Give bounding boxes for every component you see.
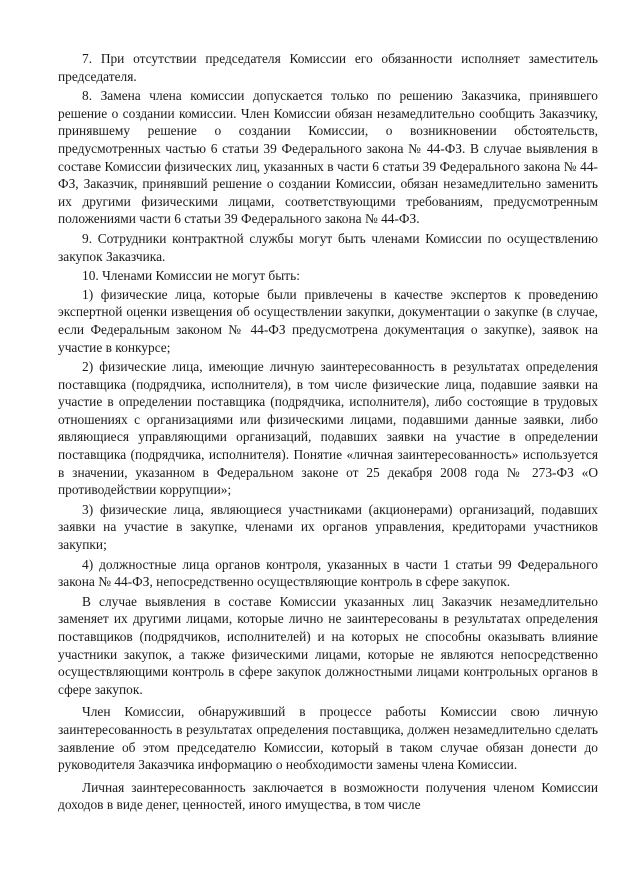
paragraph-replacement: В случае выявления в составе Комиссии указанных лиц Заказчик незамедлительно заменяет их другими лицами, которые лично не заинтересованы в результатах определения поставщиков (подрядчиков, исполнителей) и на которых не способны оказывать влияние участники закупок, а также физическими лицами, которые не являются непосредственно осуществляющими контроль в сфере закупок должностными лицами контрольных органов в сфере закупок. xyxy=(58,593,598,697)
list-item-3: 3) физические лица, являющиеся участниками (акционерами) организаций, подавших заявки на участие в закупке, членами их органов управления, кредиторами участников закупки; xyxy=(58,501,598,553)
list-item-4: 4) должностные лица органов контроля, указанных в части 1 статьи 99 Федерального закона № 44-ФЗ, непосредственно осуществляющие контроль в сфере закупок. xyxy=(58,556,598,590)
paragraph-10: 10. Членами Комиссии не могут быть: xyxy=(82,268,300,284)
document-page xyxy=(58,50,598,816)
paragraph-9: 9. Сотрудники контрактной службы могут быть членами Комиссии по осуществлению закупок Заказчика. xyxy=(58,230,598,264)
paragraph-personal-interest: Личная заинтересованность заключается в возможности получения членом Комиссии доходов в виде денег, ценностей, иного имущества, в том числе xyxy=(58,779,598,813)
list-item-2: 2) физические лица, имеющие личную заинтересованность в результатах определения поставщика (подрядчика, исполнителя), в том числе физические лица, подавшие заявки на участие в определении поставщика (подрядчика, исполнителя), либо состоящие в трудовых отношениях с организациями или физическими лицами, подавшими данные заявки, либо являющиеся управляющими организаций, подавших заявки на участие в определении поставщика (подрядчика, исполнителя). Понятие «личная заинтересованность» используется в значении, указанном в Федеральном законе от 25 декабря 2008 года № 273-ФЗ «О противодействии коррупции»; xyxy=(58,359,598,498)
paragraph-7: 7. При отсутствии председателя Комиссии его обязанности исполняет заместитель председателя. xyxy=(58,51,598,84)
paragraph-member-interest: Член Комиссии, обнаруживший в процессе работы Комиссии свою личную заинтересованность в результатах определения поставщика, должен незамедлительно сделать заявление об этом председателю Комиссии, который в таком случае обязан донести до руководителя Заказчика информацию о необходимости замены члена Комиссии. xyxy=(58,704,598,773)
paragraph-8: 8. Замена члена комиссии допускается только по решению Заказчика, принявшего решение о создании комиссии. Член Комиссии обязан незамедлительно сообщить Заказчику, принявшему решение о создании Комиссии, о возникновении обстоятельств, предусмотренных частью 6 статьи 39 Федерального закона № 44-ФЗ. В случае выявления в составе Комиссии физических лиц, указанных в части 6 статьи 39 Федерального закона № 44-ФЗ, Заказчик, принявший решение о создании Комиссии, обязан незамедлительно заменить их другими физическими лицами, соответствующими требованиям, предусмотренным положениями части 6 статьи 39 Федерального закона № 44-ФЗ. xyxy=(58,88,598,227)
list-item-1: 1) физические лица, которые были привлечены в качестве экспертов к проведению экспертной оценки извещения об осуществлении закупки, документации о закупке (в случае, если Федеральным законом № 44-ФЗ предусмотрена документация о закупке), заявок на участие в конкурсе; xyxy=(58,286,598,355)
